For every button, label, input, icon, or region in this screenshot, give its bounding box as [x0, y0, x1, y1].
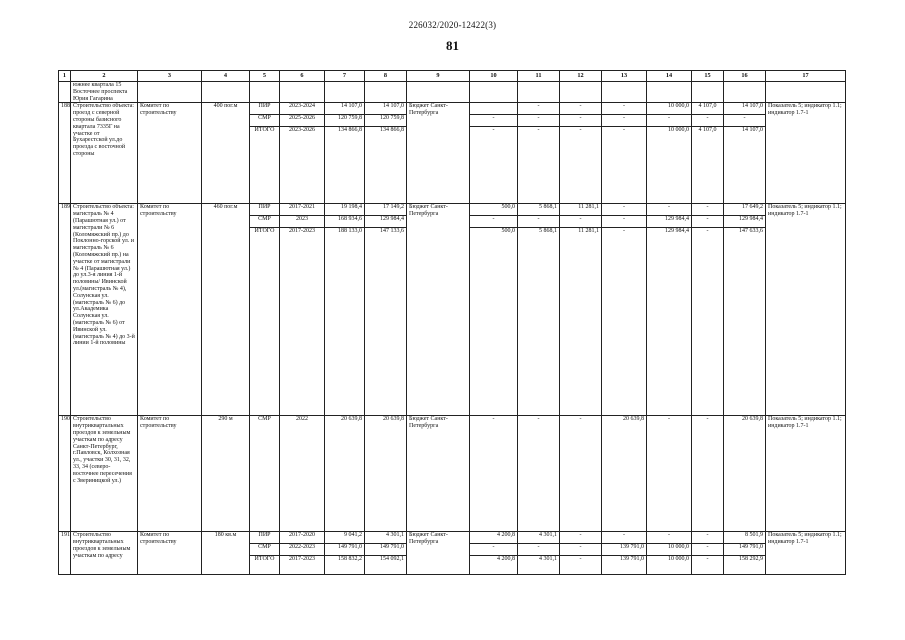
cost: 158 832,2 [325, 556, 365, 575]
col-header: 3 [138, 71, 202, 82]
value: 14 107,0 [724, 103, 766, 115]
value: - [518, 544, 560, 556]
value: - [602, 228, 647, 416]
total: 154 092,1 [365, 556, 407, 575]
value: - [647, 532, 692, 544]
value: - [560, 115, 602, 127]
years: 2023-2024 [280, 103, 325, 115]
value: - [560, 216, 602, 228]
value: 14 107,0 [724, 127, 766, 204]
cost: 134 866,8 [325, 127, 365, 204]
row-number: 188 [59, 103, 71, 204]
stage: СМР [250, 115, 280, 127]
value: - [602, 127, 647, 204]
years: 2017-2023 [280, 228, 325, 416]
col-header: 10 [470, 71, 518, 82]
value: 149 791,0 [724, 544, 766, 556]
years: 2017-2023 [280, 556, 325, 575]
value: - [518, 127, 560, 204]
value: 139 791,0 [602, 544, 647, 556]
total: 17 149,2 [365, 204, 407, 216]
object-name: Строительство объекта: магистраль № 4 (Парашютная ул.) от магистрали № 6 (Коломяжский пр.) до Поклонно-горской ул. и магистраль № 6 (Коломяжский пр.) на участке от магистрали № 4 (Парашютная ул.) до ул.3-я линия 1-й половины/ Ивинской ул.(магистраль № 4), Солунская ул.(магистраль № 6) до ул.Академика Солунская ул.(магистраль № 6) от Ивинской ул.(магистраль № 4) до 3-й линии 1-й половины [71, 204, 138, 416]
continuation-text: южнее квартала 15 Восточнее проспекта Юрия Гагарина [71, 82, 138, 103]
value: - [724, 115, 766, 127]
years: 2023-2026 [280, 127, 325, 204]
col-header: 12 [560, 71, 602, 82]
value: - [470, 216, 518, 228]
value: 129 984,4 [647, 216, 692, 228]
stage: ПИР [250, 532, 280, 544]
value: 5 868,1 [518, 228, 560, 416]
total: 14 107,0 [365, 103, 407, 115]
value: 139 791,0 [602, 556, 647, 575]
customer: Комитет по строительству [138, 103, 202, 204]
col-header: 5 [250, 71, 280, 82]
value: - [692, 216, 724, 228]
object-name: Строительство внутриквартальных проездов к земельным участкам по адресу [71, 532, 138, 575]
value: 4 107,0 [692, 103, 724, 115]
cost: 149 791,0 [325, 544, 365, 556]
value: 20 639,8 [724, 416, 766, 532]
value: - [602, 216, 647, 228]
table-row [59, 532, 846, 544]
value: 147 633,6 [724, 228, 766, 416]
col-header: 9 [407, 71, 470, 82]
value: - [560, 532, 602, 544]
indicator: Показатель 5; индикатор 1.1; индикатор 1.7-1 [766, 204, 846, 416]
value: - [470, 115, 518, 127]
table-row [59, 204, 846, 216]
col-header: 11 [518, 71, 560, 82]
value: 5 868,1 [518, 204, 560, 216]
value: - [692, 544, 724, 556]
value: 10 000,0 [647, 127, 692, 204]
value: - [470, 544, 518, 556]
value: - [692, 115, 724, 127]
stage: ПИР [250, 103, 280, 115]
table-row [59, 103, 846, 115]
table-row [59, 82, 846, 103]
years: 2025-2026 [280, 115, 325, 127]
total: 120 759,8 [365, 115, 407, 127]
years: 2023 [280, 216, 325, 228]
page-number: 81 [446, 38, 459, 53]
total: 4 301,1 [365, 532, 407, 544]
col-header: 8 [365, 71, 407, 82]
value: - [560, 556, 602, 575]
value: 17 649,2 [724, 204, 766, 216]
value: - [602, 103, 647, 115]
value: 11 281,1 [560, 228, 602, 416]
customer: Комитет по строительству [138, 416, 202, 532]
capacity: 180 кв.м [202, 532, 250, 575]
indicator: Показатель 5; индикатор 1.1; индикатор 1.7-1 [766, 103, 846, 204]
value: - [470, 127, 518, 204]
value: - [560, 544, 602, 556]
value: 10 000,0 [647, 556, 692, 575]
total: 149 791,0 [365, 544, 407, 556]
value: - [647, 204, 692, 216]
cost: 188 133,0 [325, 228, 365, 416]
stage: СМР [250, 544, 280, 556]
value: - [692, 556, 724, 575]
value: - [692, 204, 724, 216]
col-header: 6 [280, 71, 325, 82]
years: 2017-2021 [280, 204, 325, 216]
total: 147 133,6 [365, 228, 407, 416]
stage: СМР [250, 416, 280, 532]
table-row [59, 416, 846, 532]
value: - [692, 532, 724, 544]
cost: 120 759,8 [325, 115, 365, 127]
col-header: 17 [766, 71, 846, 82]
value: - [518, 115, 560, 127]
value: - [560, 416, 602, 532]
value: 4 107,0 [692, 127, 724, 204]
stage: ИТОГО [250, 127, 280, 204]
value: - [560, 127, 602, 204]
value: - [470, 416, 518, 532]
stage: ИТОГО [250, 556, 280, 575]
value: - [602, 532, 647, 544]
col-header: 13 [602, 71, 647, 82]
cost: 14 107,0 [325, 103, 365, 115]
column-header-row [59, 71, 846, 82]
funding-source: Бюджет Санкт-Петербурга [407, 532, 470, 575]
value: - [647, 115, 692, 127]
value: 10 000,0 [647, 103, 692, 115]
col-header: 14 [647, 71, 692, 82]
object-name: Строительство внутриквартальных проездов к земельным участкам по адресу Санкт-Петербург, г.Павловск, Колхозная ул., участки 30, 31, 32, 33, 34 (северо-восточнее пересечения с Звериницкой ул.) [71, 416, 138, 532]
years: 2022 [280, 416, 325, 532]
stage: СМР [250, 216, 280, 228]
value: 11 281,1 [560, 204, 602, 216]
col-header: 16 [724, 71, 766, 82]
indicator: Показатель 5; индикатор 1.1; индикатор 1.7-1 [766, 532, 846, 575]
funding-source: Бюджет Санкт-Петербурга [407, 204, 470, 416]
capacity: 460 пог.м [202, 204, 250, 416]
stage: ИТОГО [250, 228, 280, 416]
cost: 168 934,6 [325, 216, 365, 228]
value: - [518, 416, 560, 532]
funding-source: Бюджет Санкт-Петербурга [407, 103, 470, 204]
value: 4 200,8 [470, 556, 518, 575]
value: 4 301,1 [518, 556, 560, 575]
value: 4 200,8 [470, 532, 518, 544]
col-header: 1 [59, 71, 71, 82]
total: 129 984,4 [365, 216, 407, 228]
value: 4 301,1 [518, 532, 560, 544]
value: 20 639,8 [602, 416, 647, 532]
value: - [692, 228, 724, 416]
object-name: Строительство объекта: проезд с северной стороны базисного квартала 7335Г на участке от Бухарестской ул.до проезда с восточной стороны [71, 103, 138, 204]
row-number: 189 [59, 204, 71, 416]
cost: 19 198,4 [325, 204, 365, 216]
value: 8 501,9 [724, 532, 766, 544]
capacity: 400 пог.м [202, 103, 250, 204]
customer: Комитет по строительству [138, 204, 202, 416]
stage: ПИР [250, 204, 280, 216]
value: - [518, 216, 560, 228]
value: 129 984,4 [724, 216, 766, 228]
value: 500,0 [470, 204, 518, 216]
col-header: 15 [692, 71, 724, 82]
value: 10 000,0 [647, 544, 692, 556]
row-number: 190 [59, 416, 71, 532]
value: - [602, 115, 647, 127]
value: 158 292,9 [724, 556, 766, 575]
value: - [518, 103, 560, 115]
col-header: 2 [71, 71, 138, 82]
document-number: 226032/2020-12422(3) [408, 20, 497, 30]
cost: 20 639,8 [325, 416, 365, 532]
total: 20 639,8 [365, 416, 407, 532]
value: 500,0 [470, 228, 518, 416]
cost: 9 041,2 [325, 532, 365, 544]
value: - [560, 103, 602, 115]
total: 134 866,8 [365, 127, 407, 204]
years: 2022-2023 [280, 544, 325, 556]
value: 129 984,4 [647, 228, 692, 416]
customer: Комитет по строительству [138, 532, 202, 575]
program-table [58, 70, 846, 575]
value: - [647, 416, 692, 532]
capacity: 290 м [202, 416, 250, 532]
value [470, 103, 518, 115]
indicator: Показатель 5; индикатор 1.1; индикатор 1.7-1 [766, 416, 846, 532]
cell [59, 82, 71, 103]
col-header: 4 [202, 71, 250, 82]
row-number: 191 [59, 532, 71, 575]
value: - [602, 204, 647, 216]
funding-source: Бюджет Санкт-Петербурга [407, 416, 470, 532]
value: - [692, 416, 724, 532]
col-header: 7 [325, 71, 365, 82]
years: 2017-2020 [280, 532, 325, 544]
